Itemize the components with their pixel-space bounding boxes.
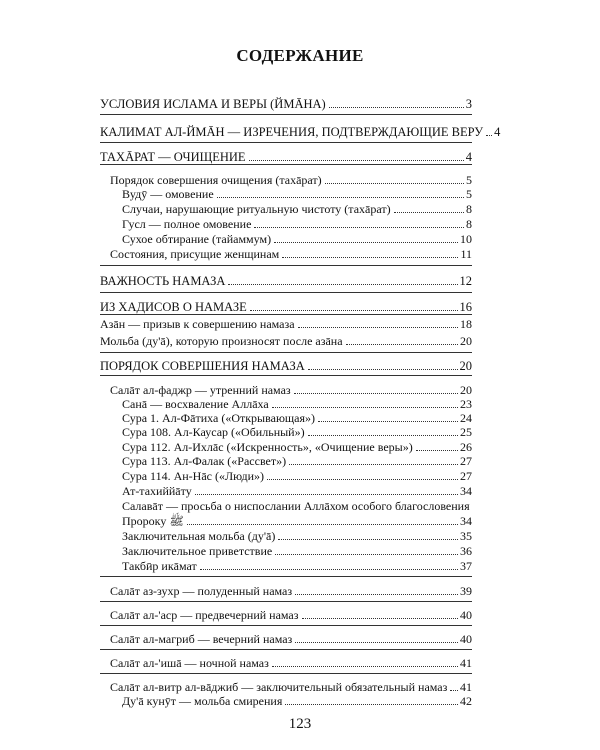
toc-entry-page: 40 xyxy=(460,632,472,646)
divider xyxy=(100,292,472,293)
toc-entry-page: 42 xyxy=(460,694,472,708)
divider xyxy=(100,625,472,626)
toc-entry-page: 36 xyxy=(460,544,472,558)
toc-entry-page: 34 xyxy=(460,514,472,528)
dot-leader xyxy=(289,464,458,465)
toc-entry-text: Сухое обтирание (тайаммум) xyxy=(122,232,272,246)
divider xyxy=(100,375,472,376)
toc-entry xyxy=(100,317,472,331)
toc-entry-page: 26 xyxy=(460,440,472,454)
toc-entry-page: 20 xyxy=(460,383,472,397)
dot-leader xyxy=(325,183,464,184)
toc-entry-page: 11 xyxy=(460,247,472,261)
toc-entry-text: Сура 112. Ал-Ихлāс («Искренность», «Очищение веры») xyxy=(122,440,413,454)
toc-entry xyxy=(100,125,501,139)
toc-entry xyxy=(100,97,472,111)
toc-entry-page: 3 xyxy=(465,97,472,111)
toc-entry-page: 10 xyxy=(460,232,472,246)
dot-leader xyxy=(295,642,458,643)
toc-entry-text: Ду'ā кунӯт — мольба смирения xyxy=(122,694,283,708)
dot-leader xyxy=(346,344,458,345)
dot-leader xyxy=(394,212,464,213)
toc-entry-page: 35 xyxy=(460,529,472,543)
divider xyxy=(100,314,472,315)
toc-entry xyxy=(122,544,472,558)
divider xyxy=(100,352,472,353)
dot-leader xyxy=(294,393,458,394)
toc-entry-page: 4 xyxy=(465,150,472,164)
toc-entry-text: Салāт ал-'ишā — ночной намаз xyxy=(110,656,269,670)
dot-leader xyxy=(274,242,458,243)
dot-leader xyxy=(285,704,458,705)
toc-entry-page: 23 xyxy=(460,397,472,411)
toc-entry xyxy=(122,217,472,231)
toc-entry xyxy=(100,359,472,373)
toc-entry-page: 40 xyxy=(460,608,472,622)
toc-entry-page: 37 xyxy=(460,559,472,573)
toc-entry xyxy=(110,383,472,397)
page-number: 123 xyxy=(288,716,312,732)
toc-entry xyxy=(100,334,472,348)
toc-entry-text: ИЗ ХАДИСОВ О НАМАЗЕ xyxy=(100,300,247,314)
toc-entry-text: Вудӯ — омовение xyxy=(122,187,214,201)
toc-entry-text: Ат-тахиййāту xyxy=(122,484,192,498)
dot-leader xyxy=(486,135,492,136)
toc-entry xyxy=(122,484,472,498)
toc-entry-page: 20 xyxy=(460,334,472,348)
dot-leader xyxy=(278,539,458,540)
toc-entry-page: 16 xyxy=(459,300,472,314)
dot-leader xyxy=(272,407,458,408)
dot-leader xyxy=(272,666,458,667)
toc-entry-page: 18 xyxy=(460,317,472,331)
toc-entry-text: Заключительное приветствие xyxy=(122,544,273,558)
dot-leader xyxy=(308,369,458,370)
toc-entry xyxy=(100,300,472,314)
toc-entry xyxy=(122,529,472,543)
dot-leader xyxy=(302,618,459,619)
dot-leader xyxy=(318,421,458,422)
dot-leader xyxy=(450,690,458,691)
toc-entry xyxy=(122,694,472,708)
toc-entry-page: 8 xyxy=(466,202,472,216)
toc-entry xyxy=(122,559,472,573)
divider xyxy=(100,601,472,602)
divider xyxy=(100,649,472,650)
toc-entry-text: Санā — восхваление Аллāха xyxy=(122,397,269,411)
toc-entry xyxy=(122,187,472,201)
toc-entry-text: Сура 113. Ал-Фалак («Рассвет») xyxy=(122,454,287,468)
dot-leader xyxy=(329,107,464,108)
toc-entry xyxy=(122,397,472,411)
toc-entry-text: Состояния, присущие женщинам xyxy=(110,247,280,261)
toc-entry-page: 20 xyxy=(459,359,472,373)
toc-entry-text: Такбӣр икāмат xyxy=(122,559,197,573)
dot-leader xyxy=(250,310,458,311)
toc-entry-page: 24 xyxy=(460,411,472,425)
toc-entry-page: 39 xyxy=(460,584,472,598)
toc-entry xyxy=(110,608,472,622)
toc-entry xyxy=(122,469,472,483)
toc-entry-text: Случаи, нарушающие ритуальную чистоту (тахāрат) xyxy=(122,202,391,216)
toc-entry-text: Салавāт — просьба о ниспослании Аллāхом особого благословения xyxy=(122,499,470,513)
toc-entry xyxy=(110,247,472,261)
dot-leader xyxy=(195,494,458,495)
toc-entry-page: 27 xyxy=(460,454,472,468)
toc-entry xyxy=(110,680,472,694)
toc-entry xyxy=(100,274,472,288)
divider xyxy=(100,164,472,165)
toc-entry xyxy=(122,425,472,439)
toc-entry-text: Салāт аз-зухр — полуденный намаз xyxy=(110,584,293,598)
toc-entry-page: 41 xyxy=(460,680,472,694)
toc-entry-text: КАЛИМАТ АЛ-ЙМĀН — ИЗРЕЧЕНИЯ, ПОДТВЕРЖДАЮЩИЕ ВЕРУ xyxy=(100,125,484,139)
toc-entry xyxy=(122,232,472,246)
toc-entry xyxy=(122,454,472,468)
toc-entry-text: Азāн — призыв к совершению намаза xyxy=(100,317,295,331)
dot-leader xyxy=(267,479,458,480)
toc-entry xyxy=(110,632,472,646)
dot-leader xyxy=(200,569,458,570)
dot-leader xyxy=(249,160,464,161)
toc-entry-text: Сура 1. Ал-Фāтиха («Открывающая») xyxy=(122,411,316,425)
toc-entry-page: 5 xyxy=(466,187,472,201)
dot-leader xyxy=(308,435,458,436)
dot-leader xyxy=(298,327,458,328)
toc-entry xyxy=(110,584,472,598)
divider xyxy=(100,673,472,674)
dot-leader xyxy=(295,594,458,595)
toc-entry-text: Мольба (ду'ā), которую произносят после азāна xyxy=(100,334,343,348)
toc-entry-page: 12 xyxy=(459,274,472,288)
toc-entry-text: ПОРЯДОК СОВЕРШЕНИЯ НАМАЗА xyxy=(100,359,305,373)
toc-entry-text: Порядок совершения очищения (тахāрат) xyxy=(110,173,322,187)
toc-entry xyxy=(110,173,472,187)
dot-leader xyxy=(187,524,458,525)
toc-entry-text: Сура 108. Ал-Каусар («Обильный») xyxy=(122,425,305,439)
toc-entry-text: УСЛОВИЯ ИСЛАМА И ВЕРЫ (ЙМĀНА) xyxy=(100,97,326,111)
toc-entry-page: 5 xyxy=(466,173,472,187)
dot-leader xyxy=(416,450,458,451)
toc-entry-page: 25 xyxy=(460,425,472,439)
toc-entry-text: Салāт ал-'аср — предвечерний намаз xyxy=(110,608,299,622)
toc-entry-text: Пророку ﷺ xyxy=(122,514,184,528)
toc-entry-text: Салāт ал-магриб — вечерний намаз xyxy=(110,632,293,646)
dot-leader xyxy=(275,554,458,555)
toc-entry-text: Сура 114. Ан-Нāс («Люди») xyxy=(122,469,265,483)
toc-entry xyxy=(110,656,472,670)
toc-entry xyxy=(122,440,472,454)
toc-entry-text: Гусл — полное омовение xyxy=(122,217,252,231)
divider xyxy=(100,114,472,115)
toc-entry-text: Салāт ал-витр ал-вāджиб — заключительный обязательный намаз xyxy=(110,680,448,694)
divider xyxy=(100,576,472,577)
toc-entry-text: ВАЖНОСТЬ НАМАЗА xyxy=(100,274,226,288)
divider xyxy=(100,265,472,266)
divider xyxy=(100,142,472,143)
toc-entry xyxy=(100,150,472,164)
toc-entry-text: Заключительная мольба (ду'ā) xyxy=(122,529,276,543)
toc-entry xyxy=(122,411,472,425)
toc-entry xyxy=(122,514,472,528)
page-title: СОДЕРЖАНИЕ xyxy=(236,46,364,65)
toc-entry-text: Салāт ал-фаджр — утренний намаз xyxy=(110,383,291,397)
toc-entry-page: 27 xyxy=(460,469,472,483)
toc-entry-page: 4 xyxy=(494,125,501,139)
toc-entry-text: ТАХĀРАТ — ОЧИЩЕНИЕ xyxy=(100,150,246,164)
toc-entry xyxy=(122,202,472,216)
dot-leader xyxy=(217,197,464,198)
toc-entry-page: 8 xyxy=(466,217,472,231)
toc-entry-page: 34 xyxy=(460,484,472,498)
dot-leader xyxy=(254,227,464,228)
dot-leader xyxy=(228,284,457,285)
toc-entry-page: 41 xyxy=(460,656,472,670)
dot-leader xyxy=(282,257,458,258)
